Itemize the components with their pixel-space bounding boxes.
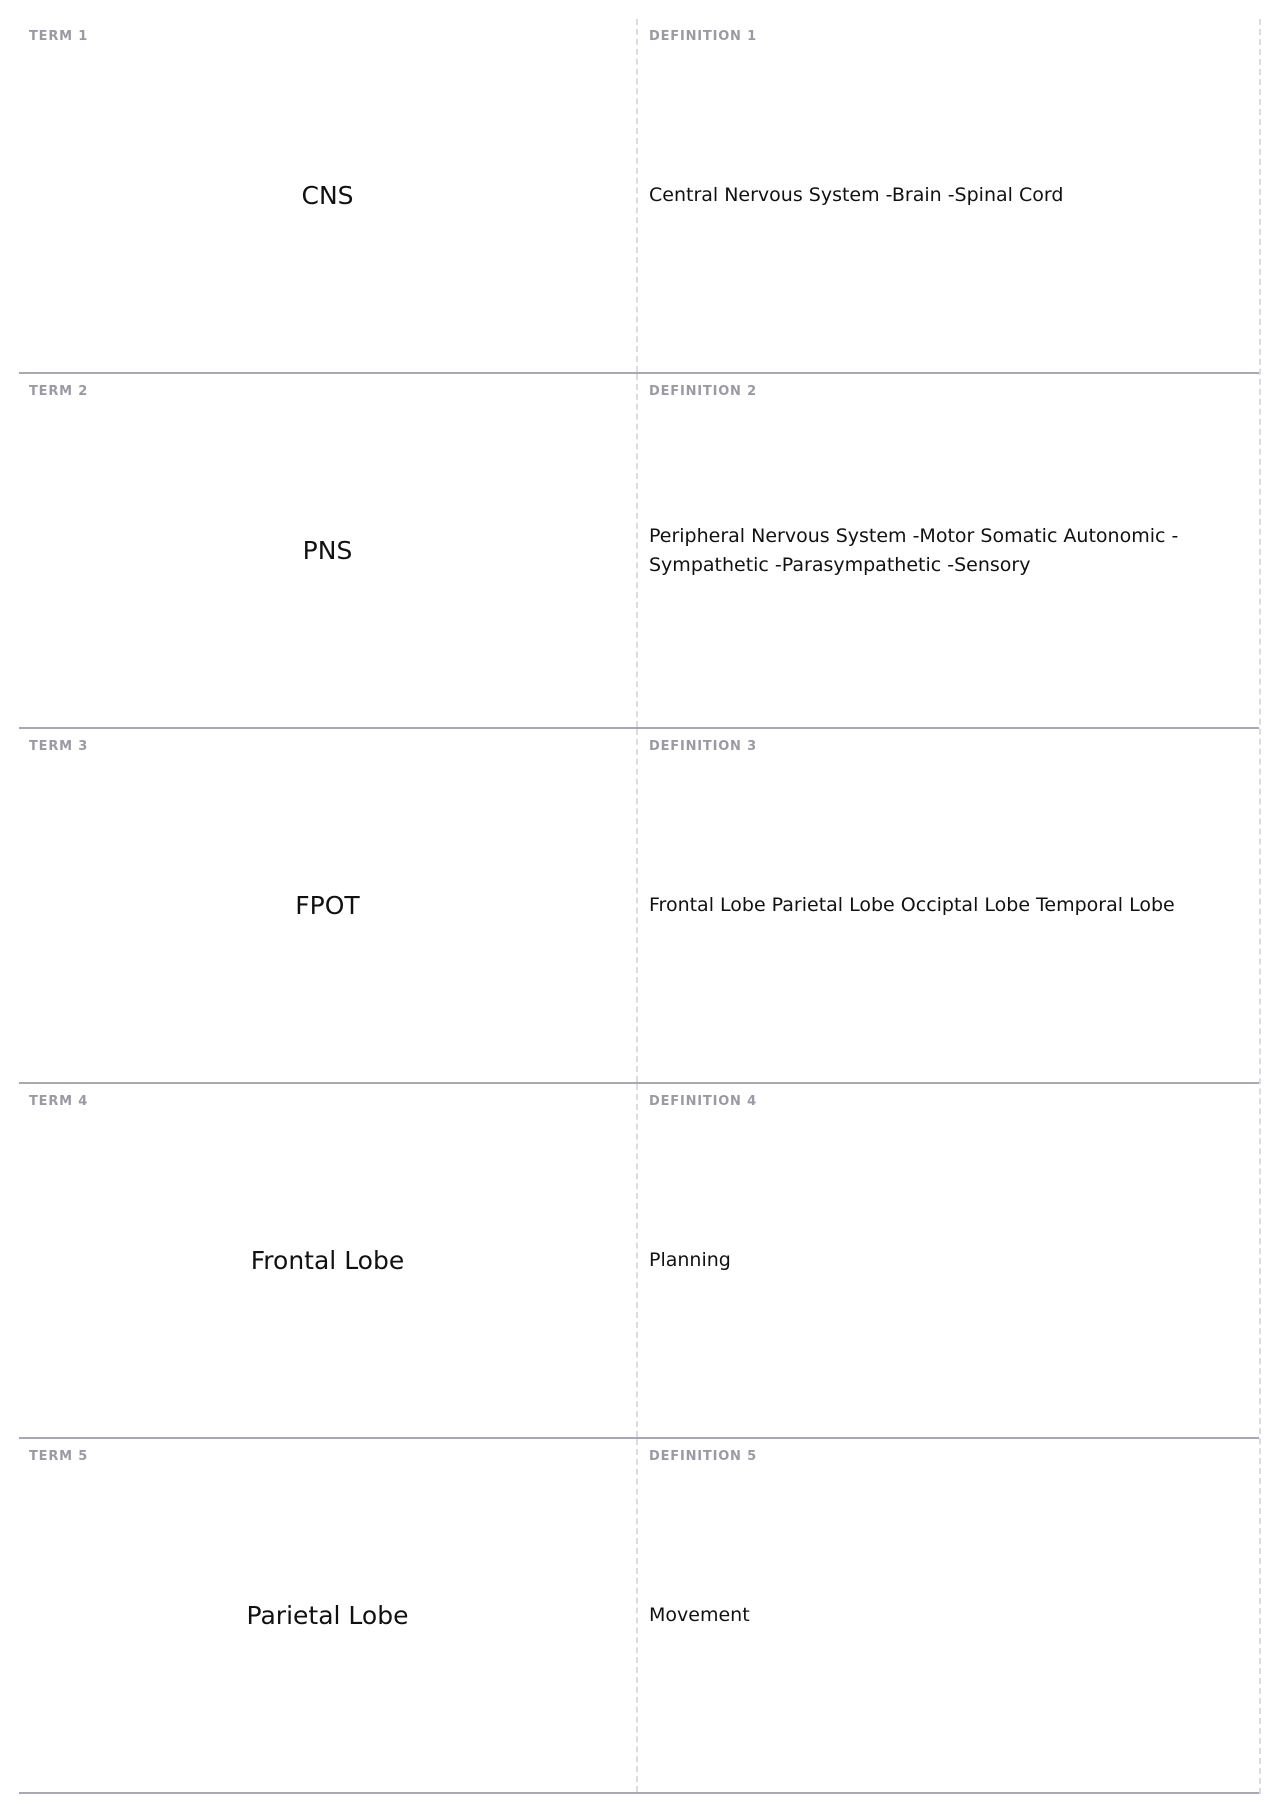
- term-label: TERM 2: [29, 384, 89, 399]
- term-cell: [19, 1439, 638, 1792]
- term-text: FPOT: [295, 891, 360, 920]
- definition-label: DEFINITION 5: [649, 1449, 757, 1464]
- definition-text: Movement: [649, 1604, 750, 1626]
- term-cell: [19, 1084, 638, 1437]
- definition-cell: [638, 1084, 1259, 1437]
- flashcard-row: [19, 19, 1259, 374]
- definition-cell: [638, 729, 1259, 1082]
- flashcard-sheet: [19, 19, 1261, 1794]
- term-text: PNS: [302, 536, 353, 565]
- definition-label: DEFINITION 3: [649, 739, 757, 754]
- flashcard-row: [19, 1439, 1259, 1794]
- term-cell: [19, 374, 638, 727]
- definition-label: DEFINITION 1: [649, 29, 757, 44]
- flashcard-row: [19, 729, 1259, 1084]
- term-label: TERM 4: [29, 1094, 89, 1109]
- term-cell: [19, 729, 638, 1082]
- definition-label: DEFINITION 4: [649, 1094, 757, 1109]
- term-text: Frontal Lobe: [250, 1246, 405, 1275]
- term-cell: [19, 19, 638, 372]
- term-text: Parietal Lobe: [246, 1601, 409, 1630]
- term-label: TERM 5: [29, 1449, 89, 1464]
- flashcard-row: [19, 1084, 1259, 1439]
- definition-text: Frontal Lobe Parietal Lobe Occiptal Lobe Temporal Lobe: [649, 894, 1175, 916]
- definition-text: Planning: [649, 1249, 731, 1271]
- term-text: CNS: [301, 181, 354, 210]
- definition-cell: [638, 374, 1259, 727]
- definition-text: Peripheral Nervous System -Motor Somatic Autonomic -Sympathetic -Parasympathetic -Sensory: [649, 524, 1179, 576]
- term-label: TERM 1: [29, 29, 89, 44]
- definition-cell: [638, 19, 1259, 372]
- term-label: TERM 3: [29, 739, 89, 754]
- flashcard-row: [19, 374, 1259, 729]
- definition-cell: [638, 1439, 1259, 1792]
- definition-text: Central Nervous System -Brain -Spinal Cord: [649, 184, 1064, 206]
- definition-label: DEFINITION 2: [649, 384, 757, 399]
